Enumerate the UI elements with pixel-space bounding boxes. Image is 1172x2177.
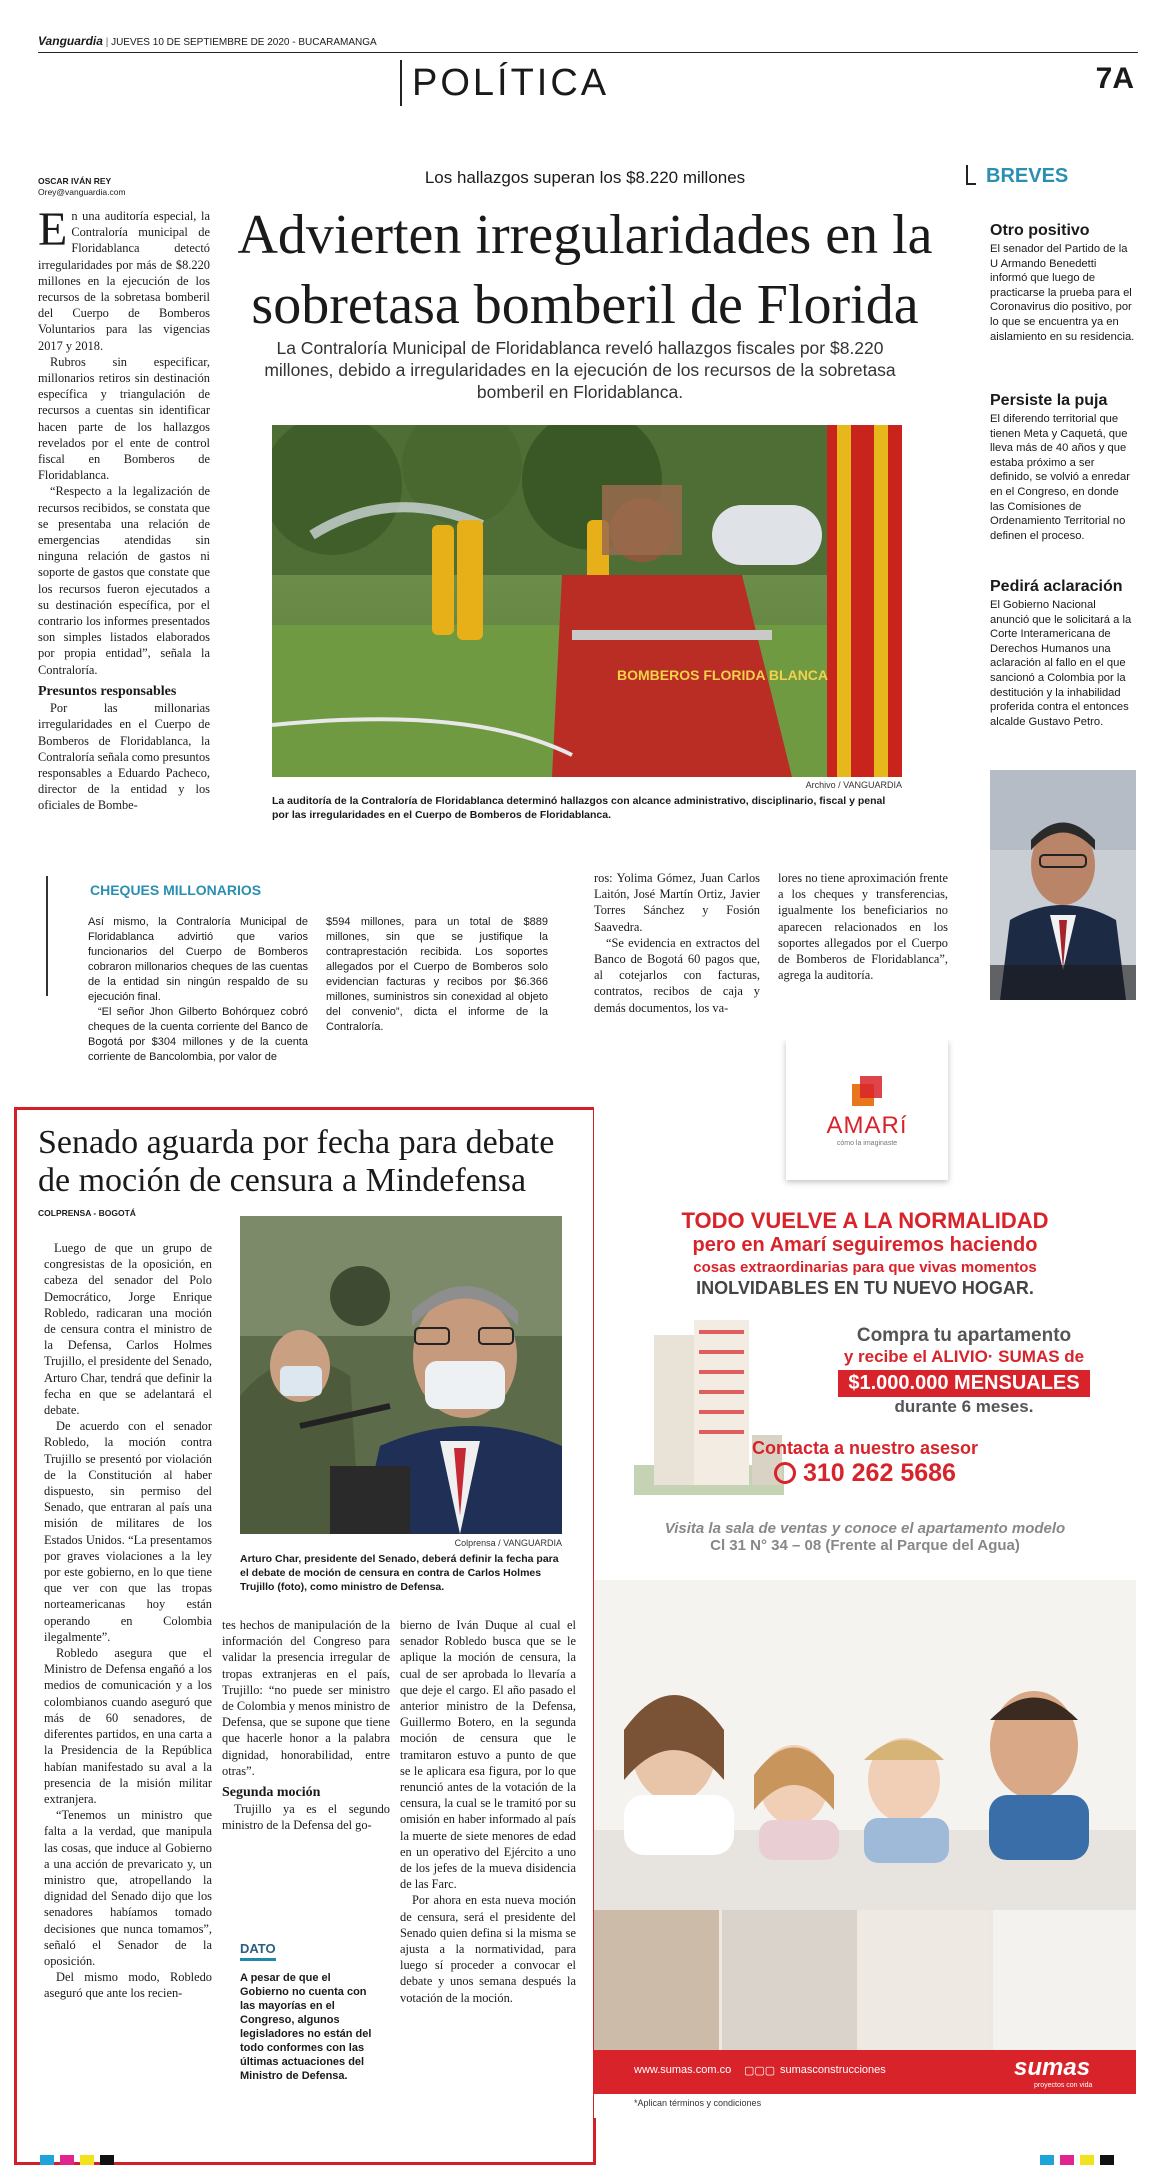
registration-swatch xyxy=(80,2155,94,2165)
offer-amount: $1.000.000 MENSUALES xyxy=(838,1370,1089,1397)
breve-text: El senador del Partido de la U Armando Benedetti informó que luego de practicarse la prueba para el Coronavirus dio positivo, por lo que se encuentra ya en aislamiento en su residencia. xyxy=(990,243,1135,343)
photo-caption: Arturo Char, presidente del Senado, deberá definir la fecha para el debate de moción de censura en contra de Carlos Holmes Trujillo (foto), como ministro de Defensa. xyxy=(240,1553,559,1593)
ad-headline-block xyxy=(594,1208,1136,1299)
social-icons: ▢▢▢ xyxy=(744,2065,776,2077)
ad-footer-bar xyxy=(594,2050,1136,2094)
article-paragraph: De acuerdo con el senador Robledo, la moción contra Trujillo se presentó por violación de la Constitución al haber dispuesto, sin permiso del Senado, que entraran al país una misión de militares de los Estados Unidos. “La presentamos por graves violaciones a la ley por este gobierno, en lo que tiene que ver con que las tropas norteamericanas hoy están operando en Colombia ilegalmente”. xyxy=(44,1419,212,1644)
main-column-a xyxy=(594,870,760,1016)
author-name: OSCAR IVÁN REY xyxy=(38,176,112,186)
amari-logo-card xyxy=(786,1040,948,1180)
website-link[interactable]: www.sumas.com.co xyxy=(634,2064,732,2076)
dato-text: A pesar de que el Gobierno no cuenta con las mayorías en el Congreso, algunos legisladores no están del todo conformes con las últimas actuaciones del Ministro de Defensa. xyxy=(240,1972,372,2082)
article-paragraph: Trujillo ya es el segundo ministro de la Defensa del go- xyxy=(222,1802,390,1833)
contact-block xyxy=(594,1438,1136,1488)
breve-item xyxy=(990,222,1136,344)
main-paragraph: Rubros sin especificar, millonarios retiros sin destinación específica y triangulación de recursos a cuentas sin identificar hacen parte de los hallazgos revelados por el ente de control fiscal en Bomberos de Floridablanca. xyxy=(38,354,210,483)
photo-caption: La auditoría de la Contraloría de Floridablanca determinó hallazgos con alcance administrativo, disciplinario, fiscal y penal por las irregularidades en el Cuerpo de Bomberos de Floridablanca. xyxy=(272,795,886,821)
article-paragraph: Por ahora en esta nueva moción de censura, será el presidente del Senado quien defina si la misma se ajusta a la normatividad, para luego sí proceder a convocar el debate y unos semana después la votación de la moción. xyxy=(400,1893,576,2005)
contact-label: Contacta a nuestro asesor xyxy=(751,1438,979,1458)
second-column-2 xyxy=(222,1617,390,1834)
main-paragraph: “Respecto a la legalización de recursos recibidos, se constata que se presentaba una relación de emergencias atendidas sin ninguna relación de gastos ni soporte de gastos que constate que los recursos fueron ejecutados a su destinación específica, por el contrario los informes presentados son simples listados elaborados por propia entidad”, señala la Contraloría. xyxy=(38,484,210,677)
subhead: Segunda moción xyxy=(222,1785,321,1801)
author-byline xyxy=(38,176,198,198)
whatsapp-icon xyxy=(774,1462,796,1484)
photo-credit: Colprensa / VANGUARDIA xyxy=(454,1538,562,1548)
registration-swatch xyxy=(1060,2155,1074,2165)
masthead: Vanguardia | JUEVES 10 DE SEPTIEMBRE DE 2020 - BUCARAMANGA xyxy=(38,34,1138,54)
deck: La Contraloría Municipal de Floridablanca reveló hallazgos fiscales por $8.220 millones, debido a irregularidades en la ejecución de los recursos de la sobretasa bomberil en Floridablanca. xyxy=(264,338,896,402)
main-column-b xyxy=(778,870,948,983)
dato-box xyxy=(240,1940,380,2083)
breve-item xyxy=(990,578,1136,729)
breve-text: El Gobierno Nacional anunció que le solicitará a la Corte Interamericana de Derechos Humanos una aclaración al fallo en el que sancionó a Colombia por la destitución y la inhabilidad proferida contra el entonces alcalde Gustavo Petro. xyxy=(990,599,1132,728)
breve-item xyxy=(990,392,1136,543)
ad-line: pero en Amarí seguiremos haciendo xyxy=(692,1234,1038,1256)
trujillo-photo xyxy=(240,1216,562,1534)
photo-credit: Archivo / VANGUARDIA xyxy=(805,780,902,790)
amari-logo-sub: cómo la imaginaste xyxy=(836,1140,898,1147)
breves-bracket xyxy=(966,165,976,185)
article-paragraph: “Tenemos un ministro que falta a la verdad, que manipula las cosas, que induce al Gobierno a una acción de prevaricato y, un ministro que, atropellando la dignidad del Senado dijo que los senadores habíamos tomado decisiones que nunca tomamos”, señaló el Senador de la oposición. xyxy=(44,1808,212,1968)
breve-text: El diferendo territorial que tienen Meta y Caquetá, que lleva más de 40 años y que estaba próximo a ser definido, se volvió a enredar en el Congreso, en donde las Comisiones de Ordenamiento Territorial no definen el proceso. xyxy=(990,413,1130,542)
main-column-left xyxy=(38,203,210,814)
dropcap: E xyxy=(38,203,68,256)
registration-swatch xyxy=(1080,2155,1094,2165)
firefighters-photo xyxy=(272,425,902,777)
social-handle[interactable]: sumasconstrucciones xyxy=(780,2064,886,2076)
phone-number[interactable] xyxy=(594,1459,1136,1488)
sumas-sub: proyectos con vida xyxy=(1034,2082,1093,2089)
amari-logo-icon xyxy=(852,1076,882,1106)
amari-logo-text: AMARí xyxy=(826,1112,908,1139)
breve-title: Pedirá aclaración xyxy=(990,578,1123,595)
main-paragraph: lores no tiene aproximación frente a los cheques y transferencias, igualmente los beneficiarios no aparecen relacionados en los soportes allegados por el Cuerpo de Bomberos de Floridablanca”, agrega la auditoría. xyxy=(778,871,948,983)
cheques-paragraph: “El señor Jhon Gilberto Bohórquez cobró cheques de la cuenta corriente del Banco de Bogotá por $304 millones y de la cuenta corriente de Bancolombia, por valor de xyxy=(88,1006,308,1063)
family-photo xyxy=(594,1580,1136,1910)
article-paragraph: Luego de que un grupo de congresistas de la oposición, en cabeza del senador del Polo Democrático, Jorge Enrique Robledo, radicaran una moción de censura contra el ministro de la Defensa, Carlos Holmes Trujillo, el presidente del Senado, Arturo Char, tendrá que definir la fecha en que se adelantará el debate. xyxy=(44,1241,212,1418)
cheques-title: CHEQUES MILLONARIOS xyxy=(90,882,262,898)
byline-text: COLPRENSA - BOGOTÁ xyxy=(38,1208,136,1218)
breves-title: BREVES xyxy=(986,165,1069,187)
cheques-col-1 xyxy=(88,915,308,1065)
offer-line: durante 6 meses. xyxy=(894,1397,1034,1416)
page-number: 7A xyxy=(1095,62,1134,95)
article-paragraph: tes hechos de manipulación de la información del Congreso para validar la presencia irregular de tropas extranjeras en el país, Trujillo: “no puede ser ministro de Colombia y menos ministro de Defensa, que se supone que tiene que hacerle honor a la palabra dignidad, honorabilidad, entre otras”. xyxy=(222,1618,390,1778)
subhead: Presuntos responsables xyxy=(38,683,177,699)
registration-swatch xyxy=(1040,2155,1054,2165)
second-column-1 xyxy=(44,1240,212,2002)
second-byline xyxy=(38,1208,136,1219)
breve-title: Otro positivo xyxy=(990,222,1090,239)
main-paragraph: Por las millonarias irregularidades en el Cuerpo de Bomberos de Floridablanca, la Contraloría señala como presuntos responsables a Eduardo Pacheco, director de la entidad y los oficiales de Bombe- xyxy=(38,701,210,813)
sumas-logo: sumas xyxy=(1014,2054,1091,2081)
second-column-3 xyxy=(400,1617,576,2006)
amari-advertisement[interactable] xyxy=(594,1040,1136,2118)
offer-line: y recibe el ALIVIO· SUMAS de xyxy=(843,1347,1085,1366)
ad-terms: *Aplican términos y condiciones xyxy=(634,2098,762,2108)
phone-text: 310 262 5686 xyxy=(803,1459,956,1487)
article-paragraph: bierno de Iván Duque al cual el senador Robledo busca que se le aplique la moción de censura, la cual de ser aprobada lo llevaría a que deje el cargo. El año pasado el anterior ministro de la Defensa, Guillermo Botero, en la segunda moción de censura que le tramitaron estuvo a punto de que se le aplicara esa figura, por lo que renunció antes de la votación de la censura, la cual se le tramitó por su omisión en haber informado al país la muerte de siete menores de edad en un operativo del Ejército a uno de los jefes de la mueva disidencia de las Farc. xyxy=(400,1618,576,1892)
registration-swatch xyxy=(100,2155,114,2165)
offer-line: Compra tu apartamento xyxy=(856,1325,1072,1346)
brand-name: Vanguardia xyxy=(38,34,103,48)
interior-photos xyxy=(594,1910,1136,2050)
section-title: POLÍTICA xyxy=(400,60,609,106)
offer-block xyxy=(804,1325,1124,1417)
ad-line: TODO VUELVE A LA NORMALIDAD xyxy=(681,1208,1049,1233)
ad-line: INOLVIDABLES EN TU NUEVO HOGAR. xyxy=(696,1278,1034,1298)
petro-photo xyxy=(990,770,1136,1000)
dateline: JUEVES 10 DE SEPTIEMBRE DE 2020 - BUCARAMANGA xyxy=(111,37,377,48)
breve-title: Persiste la puja xyxy=(990,392,1108,409)
address-text: Cl 31 N° 34 – 08 (Frente al Parque del Agua) xyxy=(710,1537,1020,1554)
main-headline: Advierten irregularidades en la sobretasa bomberil de Florida xyxy=(237,204,933,336)
cheques-bracket xyxy=(46,876,64,996)
second-headline: Senado aguarda por fecha para debate de moción de censura a Mindefensa xyxy=(38,1124,555,1199)
main-paragraph: ros: Yolima Gómez, Juan Carlos Laitón, José Martín Ortiz, Javier Torres Sánchez y Fosión Saavedra. xyxy=(594,871,760,934)
main-paragraph: “Se evidencia en extractos del Banco de Bogotá 60 pagos que, al cotejarlos con facturas, contratos, recibos de caja y demás documentos, los va- xyxy=(594,935,760,1015)
registration-swatch xyxy=(60,2155,74,2165)
visit-block xyxy=(594,1520,1136,1554)
registration-swatch xyxy=(1100,2155,1114,2165)
cheques-paragraph: Así mismo, la Contraloría Municipal de Floridablanca advirtió que varios funcionarios del Cuerpo de Bomberos cobraron millonarios cheques de las cuentas de la entidad sin ningún respaldo de su ejecución final. xyxy=(88,916,308,1003)
article-paragraph: Del mismo modo, Robledo aseguró que ante los recien- xyxy=(44,1970,212,2001)
visit-text: Visita la sala de ventas y conoce el apartamento modelo xyxy=(664,1520,1066,1537)
vest-text: BOMBEROS FLORIDA BLANCA xyxy=(617,667,829,683)
kicker: Los hallazgos superan los $8.220 millones xyxy=(424,168,746,187)
dato-title: DATO xyxy=(240,1941,276,1961)
registration-swatch xyxy=(40,2155,54,2165)
ad-line: cosas extraordinarias para que vivas momentos xyxy=(693,1259,1037,1276)
article-paragraph: Robledo asegura que el Ministro de Defensa engañó a los medios de comunicación y a los colombianos cuando aseguró que más de 60 senadores, de diferentes partidos, en una carta a la Presidencia de la República habían manifestado su aval a la presencia de la misión militar extranjera. xyxy=(44,1646,212,1806)
author-email[interactable]: Orey@vanguardia.com xyxy=(38,187,126,197)
cheques-paragraph: $594 millones, para un total de $889 millones, sin que se justifique la contraprestación recibida. Los soportes allegados por el Cuerpo de Bomberos solo evidencian facturas y recibos por $6.366 millones, suministros sin conexidad al objeto del convenio”, dicta el informe de la Contraloría. xyxy=(326,916,548,1033)
cheques-col-2 xyxy=(326,915,548,1035)
main-paragraph: n una auditoría especial, la Contraloría municipal de Floridablanca detectó irregularidades por más de $8.220 millones en la ejecución de los recursos de la sobretasa bomberil del Cuerpo de Bomberos Voluntarios para las vigencias 2017 y 2018. xyxy=(38,209,210,353)
